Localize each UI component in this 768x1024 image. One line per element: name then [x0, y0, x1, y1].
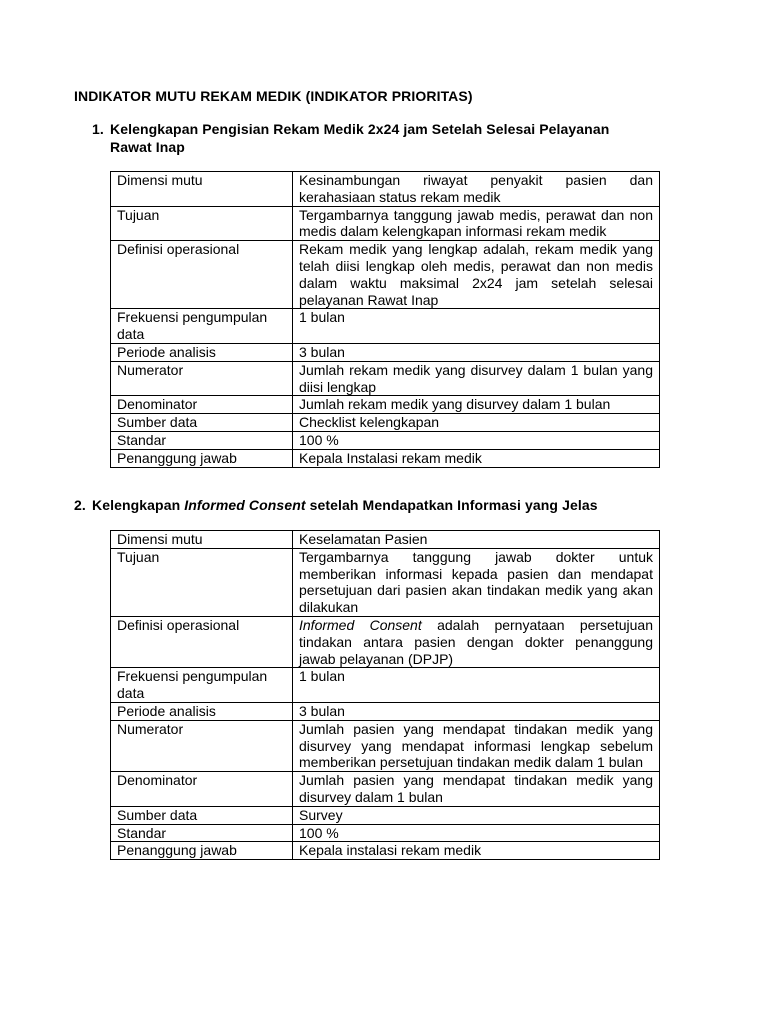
section-2-heading-italic: Informed Consent — [184, 497, 306, 513]
row-value: Kepala Instalasi rekam medik — [293, 449, 660, 467]
row-label: Sumber data — [111, 414, 293, 432]
section-1-number: 1. — [92, 121, 104, 137]
table-row — [111, 396, 660, 414]
row-value-italic: Informed Consent — [299, 616, 422, 633]
section-1-heading-line2: Rawat Inap — [110, 139, 185, 155]
row-value: Checklist kelengkapan — [293, 414, 660, 432]
row-value: Keselamatan Pasien — [293, 531, 660, 549]
row-value: 3 bulan — [293, 343, 660, 361]
table-row — [111, 343, 660, 361]
row-label: Tujuan — [111, 548, 293, 616]
table-row — [111, 720, 660, 771]
section-2-heading-post: setelah Mendapatkan Informasi yang Jelas — [305, 497, 598, 513]
row-value-rest: adalah pernyataan persetujuan tindakan antara pasien dengan dokter penanggung jawab pelayanan (DPJP) — [299, 616, 653, 667]
row-label: Denominator — [111, 396, 293, 414]
table-row — [111, 806, 660, 824]
indicator-table-1 — [110, 171, 660, 468]
row-value: Rekam medik yang lengkap adalah, rekam medik yang telah diisi lengkap oleh medis, perawat dan non medis dalam waktu maksimal 2x24 jam setelah selesai pelayanan Rawat Inap — [293, 241, 660, 309]
row-label: Numerator — [111, 361, 293, 396]
table-row — [111, 172, 660, 207]
row-label: Numerator — [111, 720, 293, 771]
row-label: Periode analisis — [111, 702, 293, 720]
row-value: 1 bulan — [293, 309, 660, 344]
row-value: 1 bulan — [293, 668, 660, 703]
row-value: Survey — [293, 806, 660, 824]
table-row — [111, 702, 660, 720]
table-row — [111, 241, 660, 309]
row-label: Dimensi mutu — [111, 172, 293, 207]
table-row — [111, 206, 660, 241]
table-row — [111, 414, 660, 432]
indicator-table-2 — [110, 530, 660, 860]
row-label: Tujuan — [111, 206, 293, 241]
row-value: Jumlah rekam medik yang disurvey dalam 1 bulan yang diisi lengkap — [293, 361, 660, 396]
table-row — [111, 668, 660, 703]
row-label: Standar — [111, 824, 293, 842]
row-label: Dimensi mutu — [111, 531, 293, 549]
row-label: Definisi operasional — [111, 241, 293, 309]
row-value: Jumlah rekam medik yang disurvey dalam 1 bulan — [293, 396, 660, 414]
row-value: 100 % — [293, 824, 660, 842]
row-label: Sumber data — [111, 806, 293, 824]
row-label: Standar — [111, 431, 293, 449]
row-value — [293, 616, 660, 667]
table-row — [111, 449, 660, 467]
table-row — [111, 824, 660, 842]
table-row — [111, 531, 660, 549]
row-label: Frekuensi pengumpulan data — [111, 309, 293, 344]
section-2-number: 2. — [74, 497, 86, 513]
section-1-heading-line1: Kelengkapan Pengisian Rekam Medik 2x24 jam Setelah Selesai Pelayanan — [110, 121, 610, 137]
table-row — [111, 431, 660, 449]
row-value: Jumlah pasien yang mendapat tindakan medik yang disurvey yang mendapat informasi lengkap sebelum memberikan persetujuan tindakan medik dalam 1 bulan — [293, 720, 660, 771]
row-value: Tergambarnya tanggung jawab medis, perawat dan non medis dalam kelengkapan informasi rekam medik — [293, 206, 660, 241]
document-title: INDIKATOR MUTU REKAM MEDIK (INDIKATOR PRIORITAS) — [74, 88, 473, 104]
row-value: Tergambarnya tanggung jawab dokter untuk memberikan informasi kepada pasien dan mendapat persetujuan dari pasien akan tindakan medik yang akan dilakukan — [293, 548, 660, 616]
table-row — [111, 842, 660, 860]
section-2-heading-pre: Kelengkapan — [92, 497, 185, 513]
row-label: Penanggung jawab — [111, 842, 293, 860]
row-value: Jumlah pasien yang mendapat tindakan medik yang disurvey dalam 1 bulan — [293, 772, 660, 807]
row-label: Frekuensi pengumpulan data — [111, 668, 293, 703]
table-row — [111, 309, 660, 344]
table-row — [111, 548, 660, 616]
row-value: Kepala instalasi rekam medik — [293, 842, 660, 860]
section-2-heading — [74, 496, 674, 514]
table-row — [111, 616, 660, 667]
row-value: 100 % — [293, 431, 660, 449]
row-label: Periode analisis — [111, 343, 293, 361]
row-value: Kesinambungan riwayat penyakit pasien dan kerahasiaan status rekam medik — [293, 172, 660, 207]
table-row — [111, 772, 660, 807]
section-1-heading — [92, 120, 662, 156]
row-value: 3 bulan — [293, 702, 660, 720]
row-label: Penanggung jawab — [111, 449, 293, 467]
row-label: Definisi operasional — [111, 616, 293, 667]
table-row — [111, 361, 660, 396]
row-label: Denominator — [111, 772, 293, 807]
